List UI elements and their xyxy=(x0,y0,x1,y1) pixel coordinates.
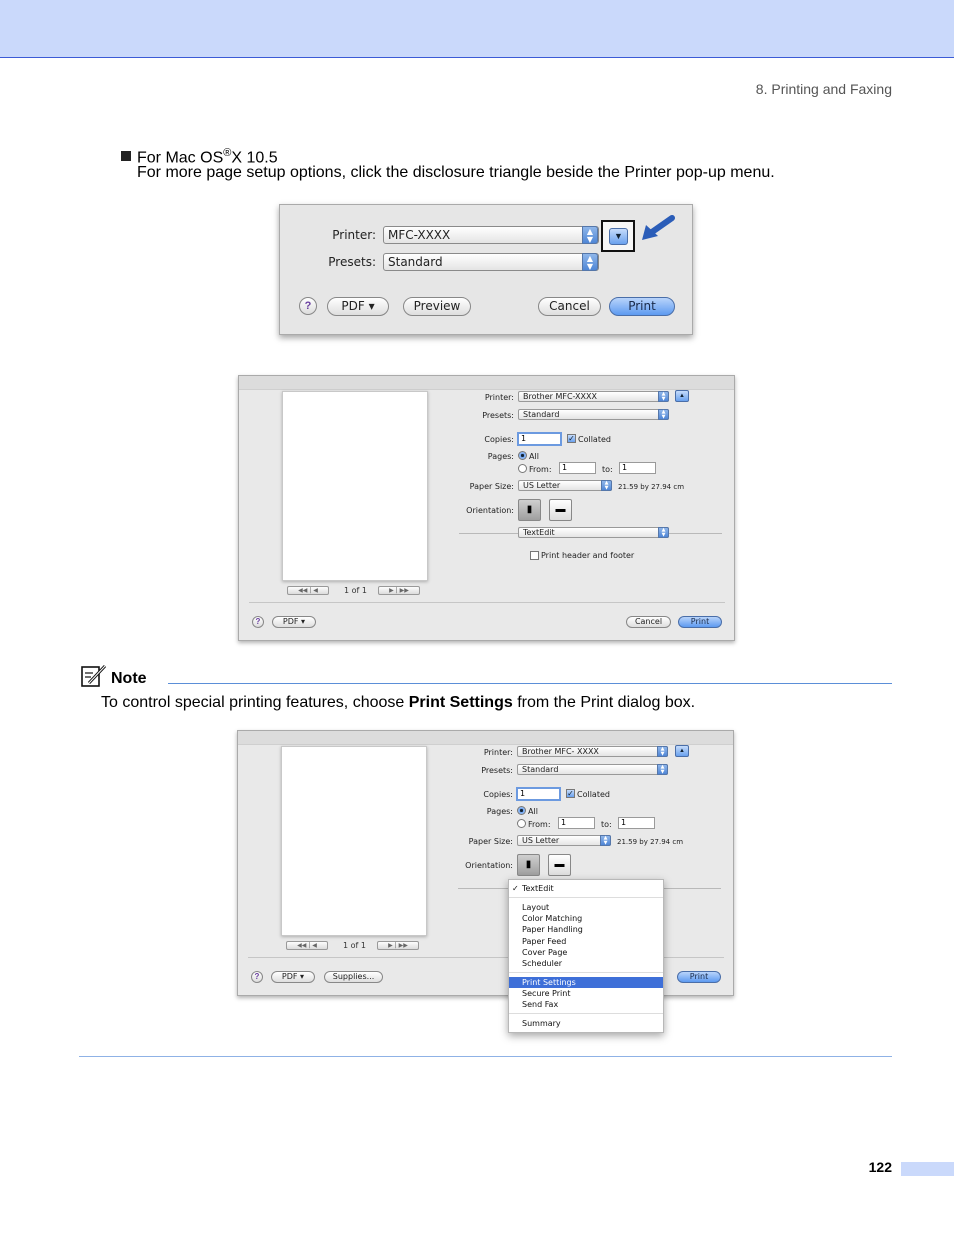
window-toolbar xyxy=(239,376,734,390)
checkmark-icon: ✓ xyxy=(512,884,519,893)
presets-label: Presets: xyxy=(481,766,513,775)
presets-popup[interactable]: Standard ▲ ▼ xyxy=(517,764,668,775)
paper-dimensions: 21.59 by 27.94 cm xyxy=(618,483,685,491)
menu-item-layout[interactable]: Layout xyxy=(522,903,550,912)
updown-arrows-icon: ▲ ▼ xyxy=(600,835,611,846)
supplies-button[interactable]: Supplies... xyxy=(324,971,383,983)
printer-popup[interactable]: MFC-XXXX ▲ ▼ xyxy=(383,226,599,244)
instruction-text: For more page setup options, click the disclosure triangle beside the Printer pop-up menu. xyxy=(137,164,775,181)
pages-from-radio[interactable] xyxy=(517,819,526,828)
copies-input[interactable]: 1 xyxy=(516,787,561,801)
app-options-popup[interactable]: TextEdit ▲ ▼ xyxy=(518,527,669,538)
collated-checkbox[interactable]: ✓ xyxy=(568,434,575,443)
paper-dimensions: 21.59 by 27.94 cm xyxy=(617,838,684,846)
to-label: to: xyxy=(601,820,612,829)
from-input[interactable]: 1 xyxy=(559,462,596,474)
printer-label: Printer: xyxy=(332,228,376,242)
updown-arrows-icon: ▲ ▼ xyxy=(658,391,669,402)
paper-size-popup[interactable]: US Letter ▲ ▼ xyxy=(517,835,611,846)
updown-arrows-icon: ▲ ▼ xyxy=(582,226,598,244)
portrait-orientation-icon[interactable]: ▮ xyxy=(517,854,540,876)
pdf-button[interactable]: PDF ▾ xyxy=(272,616,316,628)
menu-item-scheduler[interactable]: Scheduler xyxy=(522,959,563,968)
help-button[interactable]: ? xyxy=(251,971,263,983)
note-text: To control special printing features, choose Print Settings from the Print dialog box. xyxy=(101,694,696,711)
paper-size-popup[interactable]: US Letter ▲ ▼ xyxy=(518,480,612,491)
updown-arrows-icon: ▲ ▼ xyxy=(658,527,669,538)
printer-popup[interactable]: Brother MFC- XXXX ▲ ▼ xyxy=(517,746,668,757)
menu-item-cover-page[interactable]: Cover Page xyxy=(522,948,568,957)
presets-label: Presets: xyxy=(328,255,376,269)
first-prev-page-buttons[interactable]: ◀◀ | ◀ xyxy=(286,941,328,950)
menu-item-send-fax[interactable]: Send Fax xyxy=(522,1000,559,1009)
disclosure-triangle-button[interactable]: ▲ xyxy=(675,745,689,757)
updown-arrows-icon: ▲ ▼ xyxy=(582,253,598,271)
menu-item-print-settings[interactable]: Print Settings xyxy=(509,977,663,988)
updown-arrows-icon: ▲ ▼ xyxy=(657,746,668,757)
updown-arrows-icon: ▲ ▼ xyxy=(658,409,669,420)
footer-rule xyxy=(79,1056,892,1057)
pages-all-radio[interactable] xyxy=(518,451,527,460)
pdf-button[interactable]: PDF ▾ xyxy=(327,297,389,316)
page-tab xyxy=(901,1162,954,1176)
to-label: to: xyxy=(602,465,613,474)
window-toolbar xyxy=(238,731,733,745)
pages-label: Pages: xyxy=(487,452,514,461)
menu-separator xyxy=(509,897,663,898)
landscape-orientation-icon[interactable]: ▬ xyxy=(549,499,572,521)
preview-pager xyxy=(286,941,426,953)
pdf-button[interactable]: PDF ▾ xyxy=(271,971,315,983)
presets-popup[interactable]: Standard ▲ ▼ xyxy=(518,409,669,420)
next-last-page-buttons[interactable]: ▶ | ▶▶ xyxy=(377,941,419,950)
collated-label: Collated xyxy=(578,435,611,444)
updown-arrows-icon: ▲ ▼ xyxy=(657,764,668,775)
menu-separator xyxy=(509,1013,663,1014)
header-band xyxy=(0,0,954,58)
next-last-page-buttons[interactable]: ▶ | ▶▶ xyxy=(378,586,420,595)
pages-all-radio[interactable] xyxy=(517,806,526,815)
page-count: 1 of 1 xyxy=(344,586,367,595)
help-button[interactable]: ? xyxy=(252,616,264,628)
bullet-square xyxy=(121,151,131,161)
cancel-button[interactable]: Cancel xyxy=(538,297,601,316)
disclosure-triangle-button[interactable]: ▲ xyxy=(675,390,689,402)
note-title: Note xyxy=(111,670,147,687)
from-input[interactable]: 1 xyxy=(558,817,595,829)
to-input[interactable]: 1 xyxy=(618,817,655,829)
printer-label: Printer: xyxy=(483,748,513,757)
help-button[interactable]: ? xyxy=(299,297,317,315)
page-number: 122 xyxy=(868,1159,892,1175)
menu-separator xyxy=(509,972,663,973)
presets-label: Presets: xyxy=(482,411,514,420)
pages-all-label: All xyxy=(529,452,539,461)
pages-from-label: From: xyxy=(529,465,552,474)
to-input[interactable]: 1 xyxy=(619,462,656,474)
page-preview xyxy=(282,391,428,581)
menu-item-paper-feed[interactable]: Paper Feed xyxy=(522,937,567,946)
menu-item-secure-print[interactable]: Secure Print xyxy=(522,989,571,998)
presets-popup[interactable]: Standard ▲ ▼ xyxy=(383,253,599,271)
printer-popup[interactable]: Brother MFC-XXXX ▲ ▼ xyxy=(518,391,669,402)
pages-from-label: From: xyxy=(528,820,551,829)
updown-arrows-icon: ▲ ▼ xyxy=(601,480,612,491)
note-rule xyxy=(168,683,892,684)
note-pencil-icon xyxy=(81,664,107,688)
pointer-arrow-icon xyxy=(640,214,676,242)
copies-label: Copies: xyxy=(484,435,514,444)
orientation-label: Orientation: xyxy=(466,506,514,515)
portrait-orientation-icon[interactable]: ▮ xyxy=(518,499,541,521)
pages-label: Pages: xyxy=(486,807,513,816)
print-button[interactable]: Print xyxy=(677,971,721,983)
collated-label: Collated xyxy=(577,790,610,799)
disclosure-highlight-box xyxy=(601,220,635,252)
chapter-title: 8. Printing and Faxing xyxy=(755,81,892,97)
header-footer-checkbox[interactable] xyxy=(530,551,539,560)
paper-size-label: Paper Size: xyxy=(469,482,514,491)
header-footer-label: Print header and footer xyxy=(541,551,635,560)
preview-pager xyxy=(287,586,427,598)
printer-label: Printer: xyxy=(484,393,514,402)
preview-button[interactable]: Preview xyxy=(403,297,471,316)
button-separator xyxy=(249,602,725,603)
landscape-orientation-icon[interactable]: ▬ xyxy=(548,854,571,876)
bullet-heading: For Mac OS®X 10.5 xyxy=(121,143,278,168)
cancel-button[interactable]: Cancel xyxy=(626,616,671,628)
menu-item-color-matching[interactable]: Color Matching xyxy=(522,914,583,923)
print-button[interactable]: Print xyxy=(678,616,722,628)
menu-item-summary[interactable]: Summary xyxy=(522,1019,561,1028)
first-prev-page-buttons[interactable]: ◀◀ | ◀ xyxy=(287,586,329,595)
pages-from-radio[interactable] xyxy=(518,464,527,473)
menu-item-textedit[interactable]: ✓ TextEdit xyxy=(512,884,554,893)
print-options-menu xyxy=(508,879,664,1033)
copies-input[interactable]: 1 xyxy=(517,432,562,446)
paper-size-label: Paper Size: xyxy=(468,837,513,846)
collated-checkbox[interactable]: ✓ xyxy=(567,789,574,798)
print-dialog-expanded xyxy=(238,375,735,641)
print-sheet-compact xyxy=(279,204,693,335)
menu-item-paper-handling[interactable]: Paper Handling xyxy=(522,925,583,934)
orientation-label: Orientation: xyxy=(465,861,513,870)
disclosure-triangle-button[interactable]: ▼ xyxy=(609,228,628,245)
copies-label: Copies: xyxy=(483,790,513,799)
page-count: 1 of 1 xyxy=(343,941,366,950)
pages-all-label: All xyxy=(528,807,538,816)
print-button[interactable]: Print xyxy=(609,297,675,316)
page-preview xyxy=(281,746,427,936)
